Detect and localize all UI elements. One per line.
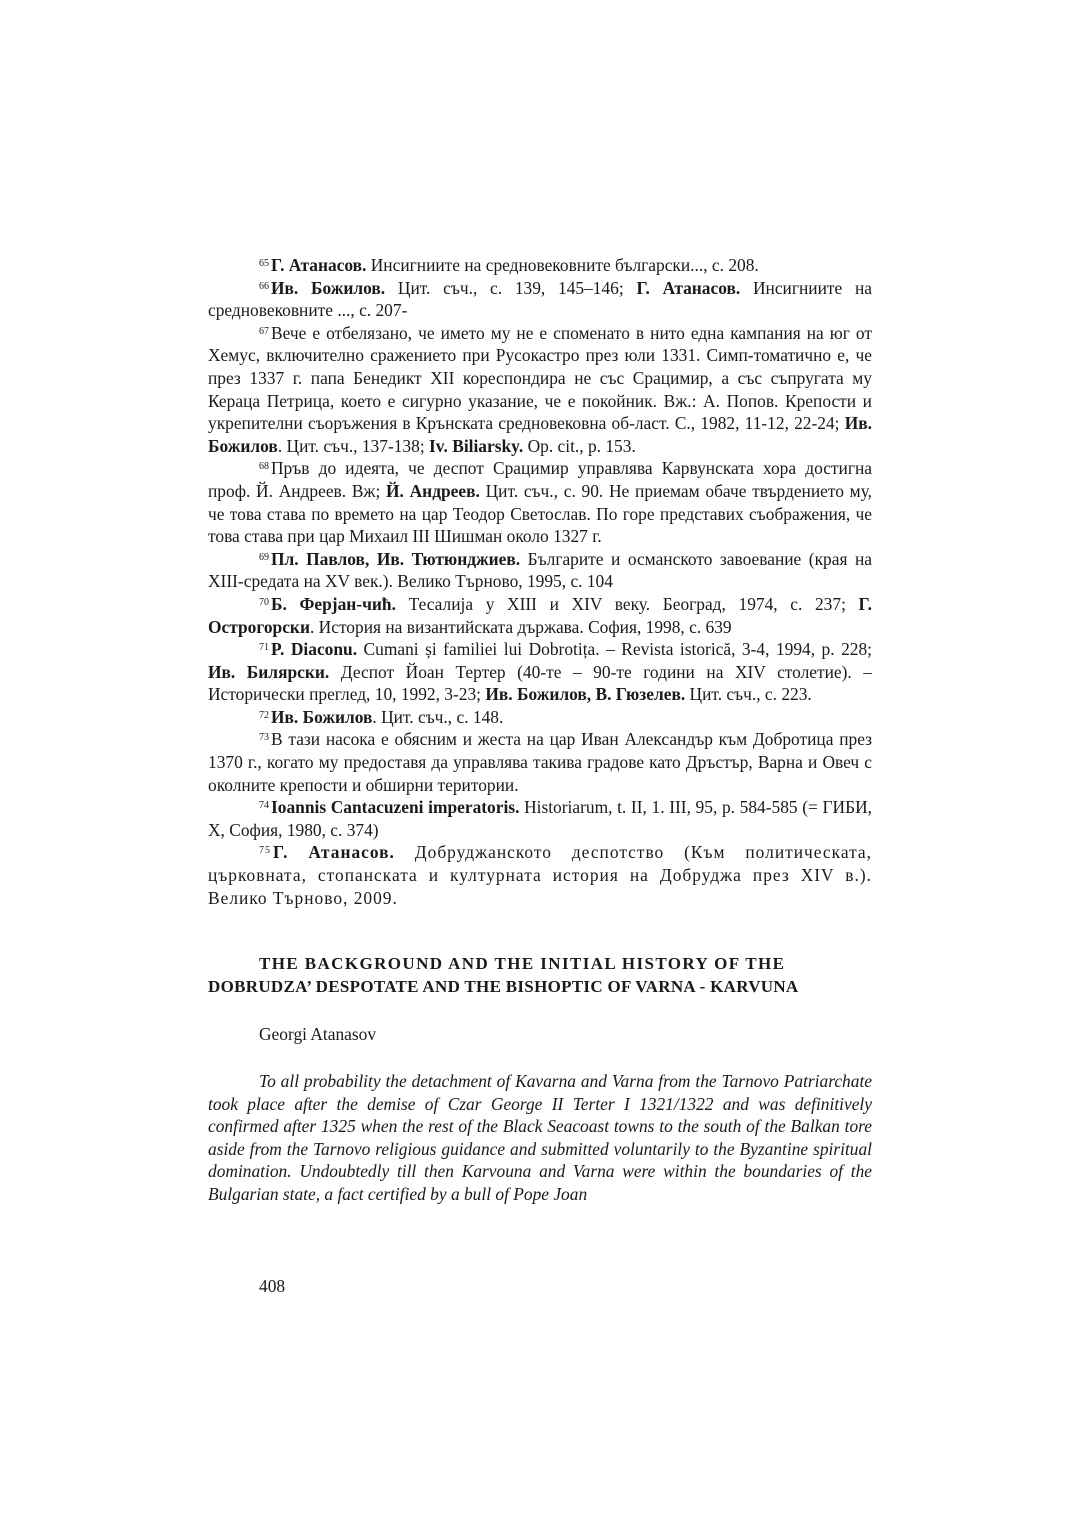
footnote-text: В тази насока е обясним и жеста на цар Иван Александър към Добротица през 1370 г., когато му предоставя да управлява такива градове като Дръстър, Варна и Овеч с околните крепости и обширни територии.	[208, 729, 872, 795]
footnote	[208, 796, 872, 841]
footnote-author: Й. Андреев.	[386, 480, 480, 501]
footnote-author: Ioannis Cantacuzeni imperatoris.	[271, 797, 520, 818]
page-number: 408	[259, 1276, 286, 1296]
footnote-author: Г. Острогорски	[208, 593, 872, 637]
footnote-author: P. Diaconu.	[271, 639, 358, 660]
footnote-text: Цит. съч., с. 139, 145–146;	[385, 277, 637, 298]
footnote-author: Пл. Павлов, Ив. Тютюнджиев.	[271, 548, 521, 569]
footnote	[208, 322, 872, 458]
text-block	[208, 254, 872, 1206]
footnote	[208, 593, 872, 638]
footnote-text: . Цит. съч., 137-138;	[277, 435, 430, 456]
footnote	[208, 728, 872, 796]
footnote-author: Ив. Божилов	[271, 706, 373, 727]
footnote-text: Вече е отбелязано, че името му не е споменато в нито една кампания на юг от Хемус, включително сражението при Русокастро през юли 1331. Симп-томатично е, че през 1337 г. папа Бенедикт XII кореспондира не със Срацимир, а със съпругата му Кераца Петрица, което е сигурно указание, че е покойник. Вж.: А. Попов. Крепости и укрепителни съоръжения в Крънската средновековна об-ласт. С., 1982, 11-12, 22-24;	[208, 322, 872, 434]
footnote-text: Пръв до идеята, че деспот Срацимир управлява Карвунската хора достигна проф. Й. Андреев. Вж;	[208, 458, 872, 501]
article-title-line2: DOBRUDZA’ DESPOTATE AND THE BISHOPTIC OF VARNA - KARVUNA	[208, 976, 799, 996]
footnote-text: Българите и османското завоевание (края на XIII-средата на XV век.). Велико Търново, 1995, с. 104	[208, 548, 872, 592]
footnote-text: . Цит. съч., с. 148.	[372, 706, 504, 727]
footnote	[208, 254, 872, 277]
footnote-number: 71	[259, 642, 269, 654]
footnote-number: 75	[259, 845, 271, 857]
footnote-text: Добруджанското деспотство (Към политическата, църковната, стопанската и културната история на Добруджа през XIV в.). Велико Търново, 2009.	[208, 842, 872, 908]
footnote-author: Г. Атанасов.	[273, 842, 395, 863]
footnote-author: Iv. Biliarsky.	[429, 435, 524, 456]
article-title-line1: THE BACKGROUND AND THE INITIAL HISTORY OF THE	[259, 954, 786, 974]
footnote	[208, 638, 872, 706]
footnote-author: Ив. Божилов, В. Гюзелев.	[485, 684, 686, 705]
article-title	[208, 953, 872, 998]
footnote-number: 68	[259, 461, 269, 473]
footnote	[208, 706, 872, 729]
footnote	[208, 277, 872, 322]
abstract-text: To all probability the detachment of Kavarna and Varna from the Tarnovo Patriarchate took place after the demise of Czar George II Terter I 1321/1322 and was definitively confirmed after 1325 when the rest of the Black Seacoast towns to the south of the Balkan tore aside from the Tarnovo religious guidance and submitted voluntarily to the Byzantine spiritual domination. Undoubtedly till then Karvouna and Varna were within the boundaries of the Bulgarian state, a fact certified by a bull of Pope Joan	[208, 1071, 872, 1204]
footnote-text: Инсигниите на средновековните ..., с. 207-	[208, 277, 872, 321]
footnote-author: Ив. Билярски.	[208, 661, 330, 682]
footnote	[208, 457, 872, 547]
footnote-text: Инсигниите на средновековните български..., с. 208.	[366, 255, 759, 275]
footnote-number: 66	[259, 280, 269, 292]
footnotes-section	[208, 254, 872, 909]
footnote-number: 69	[259, 551, 269, 563]
footnote	[208, 548, 872, 593]
footnote-text: Тесалија у XIII и XIV веку. Београд, 1974, с. 237;	[395, 593, 859, 614]
footnote-number: 70	[259, 596, 269, 608]
footnote-number: 73	[259, 732, 269, 744]
footnote-number: 67	[259, 325, 269, 337]
footnote-author: Ив. Божилов.	[271, 277, 386, 298]
footnote-author: Г. Атанасов.	[636, 277, 741, 298]
footnote-author: Ив. Божилов	[208, 413, 872, 456]
footnote-text: Historiarum, t. II, 1. III, 95, p. 584-585 (= ГИБИ, X, София, 1980, с. 374)	[208, 797, 872, 840]
footnote-number: 72	[259, 709, 269, 721]
footnote-text: . История на византийската държава. София, 1998, с. 639	[309, 616, 732, 637]
footnote-text: Цит. съч., с. 90. Не приемам обаче твърдението му, че това става по времето на цар Теодор Светослав. По горе представих съображения, че това става при цар Михаил III Шишман около 1327 г.	[208, 480, 872, 547]
footnote-number: 65	[259, 258, 269, 269]
footnote-text: Cumani și familiei lui Dobrotița. – Revista istorică, 3-4, 1994, p. 228;	[357, 639, 872, 660]
footnote-number: 74	[259, 800, 269, 812]
footnote-text: Деспот Йоан Тертер (40-те – 90-те години на XIV столетие). – Исторически преглед, 10, 1992, 3-23;	[208, 661, 873, 705]
author-name: Georgi Atanasov	[259, 1024, 377, 1045]
footnote	[208, 841, 872, 909]
footnote-text: Op. cit., p. 153.	[523, 435, 636, 456]
footnote-text: Цит. съч., с. 223.	[685, 684, 812, 705]
footnote-author: Г. Атанасов.	[271, 255, 367, 275]
footnote-author: Б. Ферјан-чић.	[271, 593, 396, 614]
